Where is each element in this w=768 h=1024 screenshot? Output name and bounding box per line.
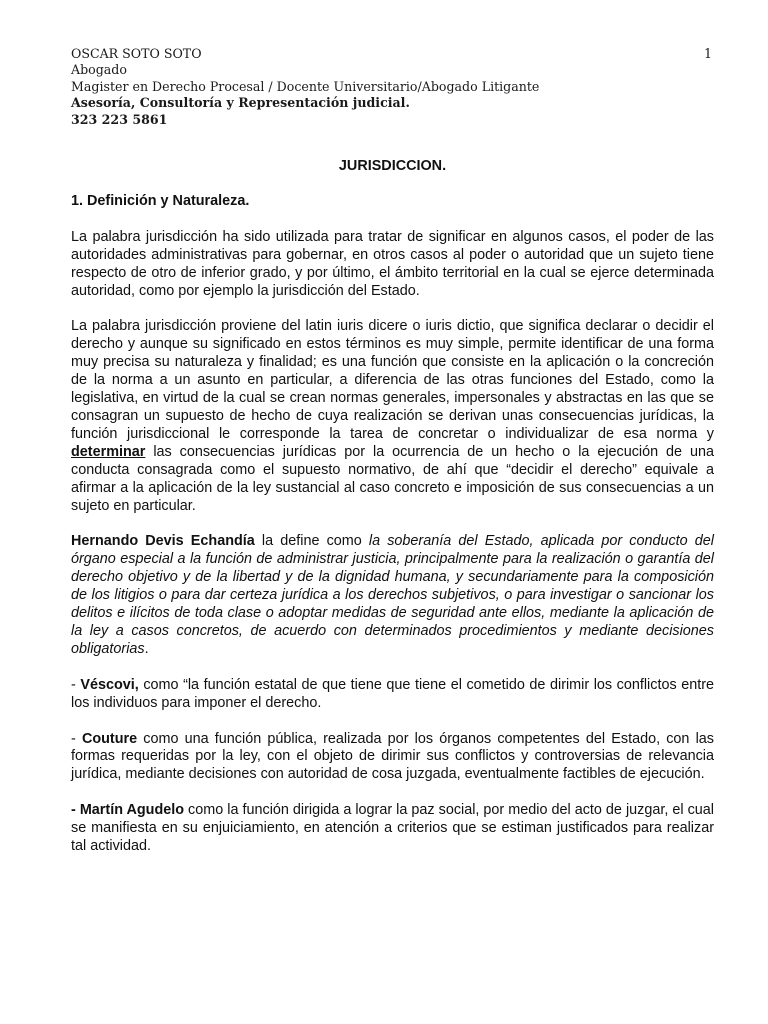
paragraph-2 <box>71 318 714 515</box>
devis-quote: la soberanía del Estado, aplicada por conducto del órgano especial a la función de administrar justicia, principalmente para la realización o garantía del derecho objetivo y de la libertad y de la dignidad humana, y secundariamente para la composición de los litigios o para dar certeza jurídica a los derechos subjetivos, o para investigar o sancionar los delitos e ilícitos de toda clase o adoptar medidas de seguridad ante ellos, mediante la aplicación de la ley a casos concretos, de acuerdo con determinados procedimientos y mediante decisiones obligatorias <box>71 533 715 657</box>
definition-vescovi <box>71 677 714 713</box>
author-devis: Hernando Devis Echandía <box>71 533 255 550</box>
couture-text: como una función pública, realizada por los órganos competentes del Estado, con las formas requeridas por la ley, con el objeto de dirimir sus conflictos y controversias de relevancia jurídica, mediante decisiones con autoridad de cosa juzgada, eventualmente factibles de ejecución. <box>71 730 714 783</box>
author-credentials: Magister en Derecho Procesal / Docente Universitario/Abogado Litigante <box>71 78 540 94</box>
author-profession: Abogado <box>71 62 127 78</box>
document-body <box>71 158 714 874</box>
devis-connector: la define como <box>254 533 369 550</box>
definition-couture <box>71 731 714 785</box>
author-couture: Couture <box>81 730 138 747</box>
definition-agudelo <box>71 802 714 856</box>
author-name: OSCAR SOTO SOTO <box>71 46 202 61</box>
agudelo-text: como la función dirigida a lograr la paz social, por medio del acto de juzgar, el cual se manifiesta en su enjuiciamiento, en atención a criterios que se estiman justificados para realizar tal actividad. <box>71 802 714 855</box>
emphasis-determinar: determinar <box>71 443 146 460</box>
letterhead <box>71 46 539 128</box>
author-phone: 323 223 5861 <box>71 111 168 127</box>
paragraph-1: La palabra jurisdicción ha sido utilizada para tratar de significar en algunos casos, el poder de las autoridades administrativas para gobernar, en otros casos al poder o autoridad que un sujeto tiene respecto de otro de inferior grado, y por último, el ámbito territorial en la cual se ejerce determinada autoridad, como por ejemplo la jurisdicción del Estado. <box>71 228 714 299</box>
document-title: JURISDICCION. <box>338 158 447 174</box>
paragraph-2-text-a: La palabra jurisdicción proviene del latin iuris dicere o iuris dictio, que significa declarar o decidir el derecho y aunque su significado en estos términos es muy simple, permite identificar de una forma muy precisa su naturaleza y finalidad; es una función que consiste en la aplicación o la concreción de la norma a un asunto en particular, a diferencia de las otras funciones del Estado, como la legislativa, en virtud de la cual se crean normas generales, impersonales y abstractas en las que se consagran un supuesto de hecho de cuya realización se derivan unas consecuencias jurídicas, la función jurisdiccional le corresponde la tarea de concretar o individualizar de esa norma y <box>71 318 714 442</box>
vescovi-text: como “la función estatal de que tiene que tiene el cometido de dirimir los conflictos entre los individuos para imponer el derecho. <box>71 676 715 711</box>
paragraph-2-text-b: las consecuencias jurídicas por la ocurrencia de un hecho o la ejecución de una conducta consagrada como el supuesto normativo, de ahí que “decidir el derecho” equivale a afirmar a la aplicación de la ley sustancial al caso concreto e imposición de sus consecuencias a un sujeto en particular. <box>71 443 714 514</box>
couture-prefix: - <box>71 730 82 747</box>
devis-ending: . <box>144 640 149 657</box>
author-vescovi: Véscovi, <box>80 676 139 693</box>
definition-devis <box>71 533 714 658</box>
page-number: 1 <box>703 46 712 61</box>
author-agudelo: - Martín Agudelo <box>71 802 185 819</box>
vescovi-prefix: - <box>71 676 81 693</box>
author-services: Asesoría, Consultoría y Representación judicial. <box>71 95 410 111</box>
section-heading: 1. Definición y Naturaleza. <box>71 192 250 209</box>
